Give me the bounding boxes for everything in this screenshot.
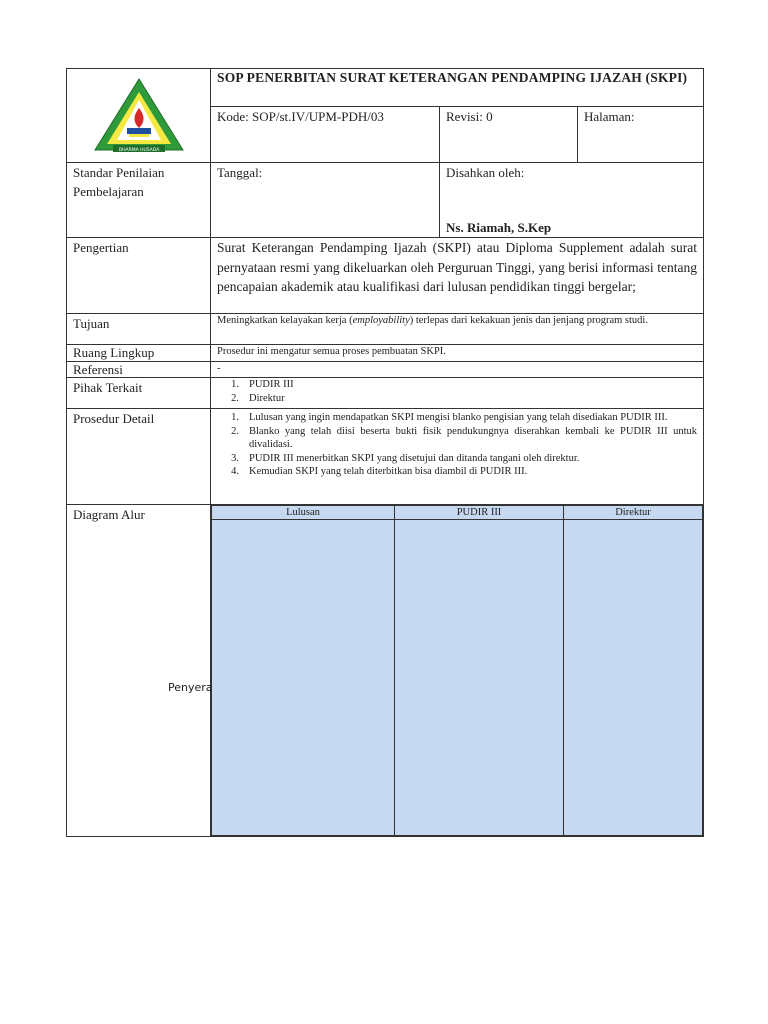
institution-logo [67,70,210,162]
flow-diagram [168,505,704,837]
lane-lulusan [212,520,395,836]
stray-text: Penyera [168,681,213,694]
logo-text: DHARMA HUSADA [118,147,160,153]
pihak-terkait-label: Pihak Terkait [67,378,211,409]
tanggal-field: Tanggal: [211,163,440,238]
disahkan-cell [440,163,704,238]
sop-table [66,68,704,837]
document-title: SOP PENERBITAN SURAT KETERANGAN PENDAMPING IJAZAH (SKPI) [211,69,704,107]
diagram-alur-label: Diagram Alur [67,505,211,837]
revisi-field: Revisi: 0 [440,107,578,163]
swimlane-table [211,505,703,836]
tujuan-post: ) terlepas dari kekakuan jenis dan jenjang program studi. [409,315,648,326]
lane-header-pudir: PUDIR III [395,506,564,520]
standar-label: Standar Penilaian Pembelajaran [67,163,211,238]
referensi-label: Referensi [67,362,211,378]
pengertian-label: Pengertian [67,238,211,314]
prosedur-detail-label: Prosedur Detail [67,409,211,505]
lane-header-lulusan: Lulusan [212,506,395,520]
ruang-lingkup-text: Prosedur ini mengatur semua proses pembuatan SKPI. [211,345,704,362]
kode-field: Kode: SOP/st.IV/UPM-PDH/03 [211,107,440,163]
list-item: 1. PUDIR III [231,379,294,390]
list-item: 3. PUDIR III menerbitkan SKPI yang disetujui dan ditanda tangani oleh direktur. [231,452,580,464]
tujuan-label: Tujuan [67,314,211,345]
list-item: 2. Blanko yang telah diisi beserta bukti fisik pendukungnya diserahkan kembali ke PUDIR III untuk divalidasi. [231,425,698,450]
signer-name: Ns. Riamah, S.Kep [446,220,552,235]
list-item: 4. Kemudian SKPI yang telah diterbitkan bisa diambil di PUDIR III. [231,466,528,477]
tujuan-pre: Meningkatkan kelayakan kerja ( [217,315,353,326]
lane-direktur [564,520,703,836]
list-item: 1. Lulusan yang ingin mendapatkan SKPI mengisi blanko pengisian yang telah disediakan PUDIR III. [231,412,668,423]
lane-pudir [395,520,564,836]
pihak-terkait-list [211,378,704,409]
logo-cell [67,69,211,163]
prosedur-detail-list [211,409,704,505]
tujuan-emphasis: employability [352,315,410,326]
disahkan-label: Disahkan oleh: [446,165,525,180]
sop-document [66,68,703,835]
lane-header-direktur: Direktur [564,506,703,520]
halaman-field: Halaman: [578,107,704,163]
ruang-lingkup-label: Ruang Lingkup [67,345,211,362]
referensi-text: - [211,362,704,378]
pengertian-text: Surat Keterangan Pendamping Ijazah (SKPI) atau Diploma Supplement adalah surat pernyataan resmi yang dikeluarkan oleh Perguruan Tinggi, yang berisi informasi tentang pencapaian akademik atau kualifikasi dari lulusan pendidikan tinggi bergelar; [211,238,704,314]
tujuan-text [211,314,704,345]
list-item: 2. Direktur [231,392,285,404]
